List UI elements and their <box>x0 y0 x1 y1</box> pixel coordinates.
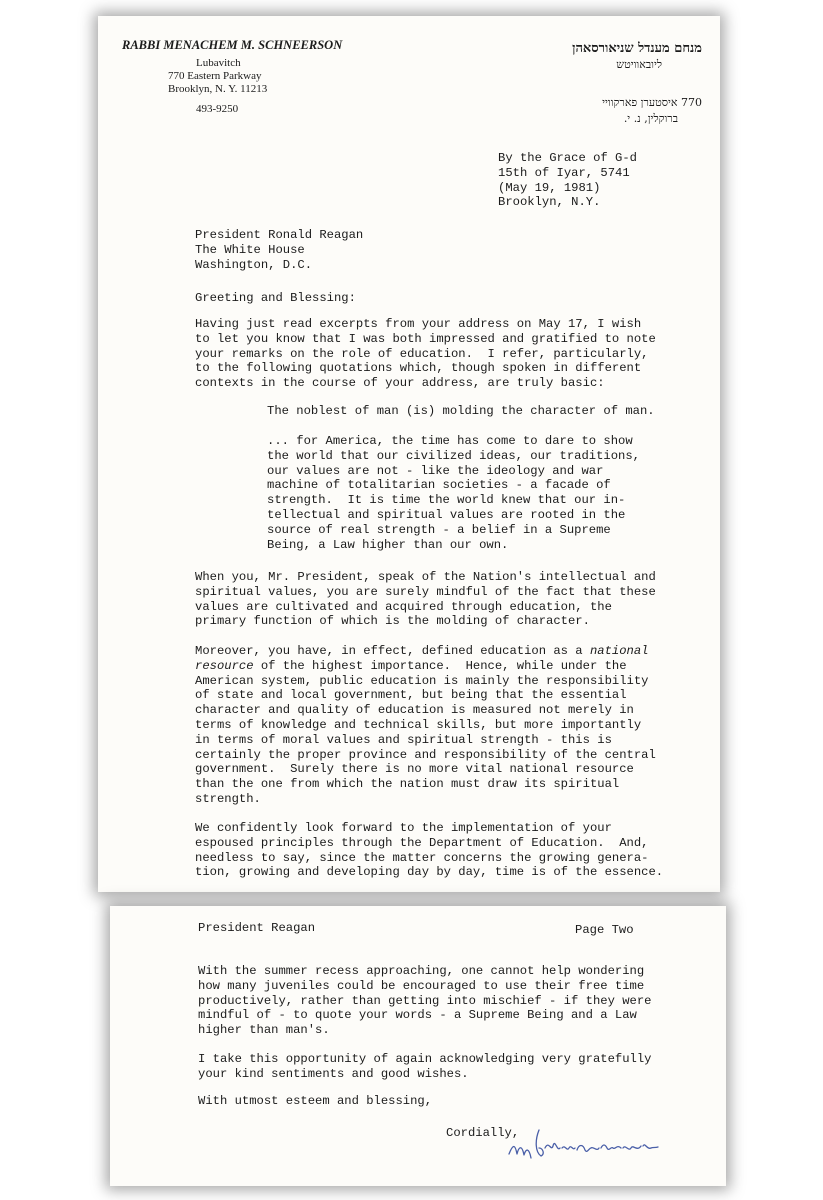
paragraph-line: contexts in the course of your address, are truly basic: <box>195 376 605 391</box>
quotation-line: machine of totalitarian societies - a facade of <box>267 478 611 493</box>
paragraph-line: mindful of - to quote your words - a Supreme Being and a Law <box>198 1008 637 1023</box>
paragraph-line: tion, growing and developing day by day, time is of the essence. <box>195 865 664 880</box>
paragraph-line: how many juveniles could be encouraged to use their free time <box>198 978 645 993</box>
dateline-line: 15th of Iyar, 5741 <box>498 165 630 180</box>
recipient-line: President Ronald Reagan <box>195 228 364 242</box>
paragraph-line: government. Surely there is no more vital national resource <box>195 762 634 777</box>
paragraph-line: productively, rather than getting into mischief - if they were <box>198 993 652 1008</box>
quotation-line: ... for America, the time has come to dare to show <box>267 434 633 448</box>
paragraph-1 <box>195 317 695 391</box>
paragraph-line: than the one from which the nation must draw its spiritual <box>195 777 620 792</box>
letterhead-city: Brooklyn, N. Y. 11213 <box>168 83 268 95</box>
recipient-address <box>195 228 695 272</box>
page-two-paragraph-1 <box>198 964 698 1038</box>
quotation-line: Being, a Law higher than our own. <box>267 537 509 552</box>
quotation-line: The noblest of man (is) molding the character of man. <box>267 404 655 418</box>
letter-page-one <box>98 16 720 892</box>
quotation-2 <box>267 434 687 552</box>
letterhead-org: Lubavitch <box>196 57 241 69</box>
paragraph-line: terms of knowledge and technical skills, but more importantly <box>195 717 642 732</box>
paragraph-4 <box>195 821 695 880</box>
signature <box>505 1118 665 1168</box>
paragraph-line: Moreover, you have, in effect, defined education as a national <box>195 644 649 658</box>
dateline-line: By the Grace of G-d <box>498 151 637 165</box>
recipient-line: The White House <box>195 242 305 257</box>
paragraph-line: espoused principles through the Department of Education. And, <box>195 835 649 850</box>
closing-text: With utmost esteem and blessing, <box>198 1094 433 1108</box>
paragraph-line: resource of the highest importance. Hence, while under the <box>195 658 627 673</box>
paragraph-line: values are cultivated and acquired through education, the <box>195 599 612 614</box>
paragraph-line: higher than man's. <box>198 1023 330 1038</box>
letterhead-hebrew-city: ברוקלין, נ. י. <box>623 112 678 125</box>
letterhead-hebrew-org: ליובאוויטש <box>616 58 662 71</box>
quotation-line: tellectual and spiritual values are rooted in the <box>267 507 626 522</box>
paragraph-line: With the summer recess approaching, one cannot help wondering <box>198 964 645 978</box>
paragraph-line: spiritual values, you are surely mindful of the fact that these <box>195 584 656 599</box>
paragraph-line: primary function of which is the molding of character. <box>195 614 590 629</box>
greeting-text: Greeting and Blessing: <box>195 291 356 305</box>
paragraph-line: your kind sentiments and good wishes. <box>198 1066 469 1081</box>
paragraph-line: in terms of moral values and spiritual strength - this is <box>195 732 612 747</box>
quotation-line: the world that our civilized ideas, our traditions, <box>267 448 640 463</box>
paragraph-line: American system, public education is mainly the responsibility <box>195 673 649 688</box>
paragraph-line: We confidently look forward to the implementation of your <box>195 821 612 835</box>
paragraph-line: to let you know that I was both impressed and gratified to note <box>195 331 656 346</box>
quotation-line: strength. It is time the world knew that our in- <box>267 493 626 508</box>
letterhead-street: 770 Eastern Parkway <box>168 70 262 82</box>
letterhead-phone: 493-9250 <box>196 103 239 115</box>
dateline-line: Brooklyn, N.Y. <box>498 195 601 210</box>
quotation-line: source of real strength - a belief in a Supreme <box>267 522 611 537</box>
recipient-line: Washington, D.C. <box>195 257 313 272</box>
page-two-number: Page Two <box>575 923 634 937</box>
paragraph-line: I take this opportunity of again acknowledging very gratefully <box>198 1052 652 1066</box>
paragraph-line: character and quality of education is measured not merely in <box>195 703 634 718</box>
paragraph-line: When you, Mr. President, speak of the Nation's intellectual and <box>195 570 656 584</box>
greeting <box>195 291 695 306</box>
paragraph-2 <box>195 570 695 629</box>
paragraph-line: needless to say, since the matter concerns the growing genera- <box>195 850 649 865</box>
dateline-line: (May 19, 1981) <box>498 180 601 195</box>
letterhead-name: RABBI MENACHEM M. SCHNEERSON <box>122 38 343 52</box>
letterhead-hebrew-street: 770 איסטערן פארקוויי <box>602 96 702 109</box>
closing-line <box>198 1094 698 1109</box>
paragraph-line: strength. <box>195 791 261 806</box>
paragraph-3 <box>195 644 695 807</box>
paragraph-line: to the following quotations which, though spoken in different <box>195 361 642 376</box>
dateline <box>498 151 708 210</box>
quotation-1 <box>267 404 687 419</box>
page-two-paragraph-2 <box>198 1052 698 1082</box>
paragraph-line: Having just read excerpts from your address on May 17, I wish <box>195 317 642 331</box>
letterhead-hebrew-name: מנחם מענדל שניאורסאהן <box>572 41 702 56</box>
paragraph-line: of state and local government, but being that the essential <box>195 688 627 703</box>
page-two-recipient: President Reagan <box>198 921 316 935</box>
paragraph-line: your remarks on the role of education. I refer, particularly, <box>195 346 649 361</box>
paragraph-line: certainly the proper province and responsibility of the central <box>195 747 656 762</box>
letter-page-two <box>110 906 726 1186</box>
cordially-text: Cordially, <box>446 1126 520 1140</box>
quotation-line: our values are not - like the ideology and war <box>267 463 604 478</box>
